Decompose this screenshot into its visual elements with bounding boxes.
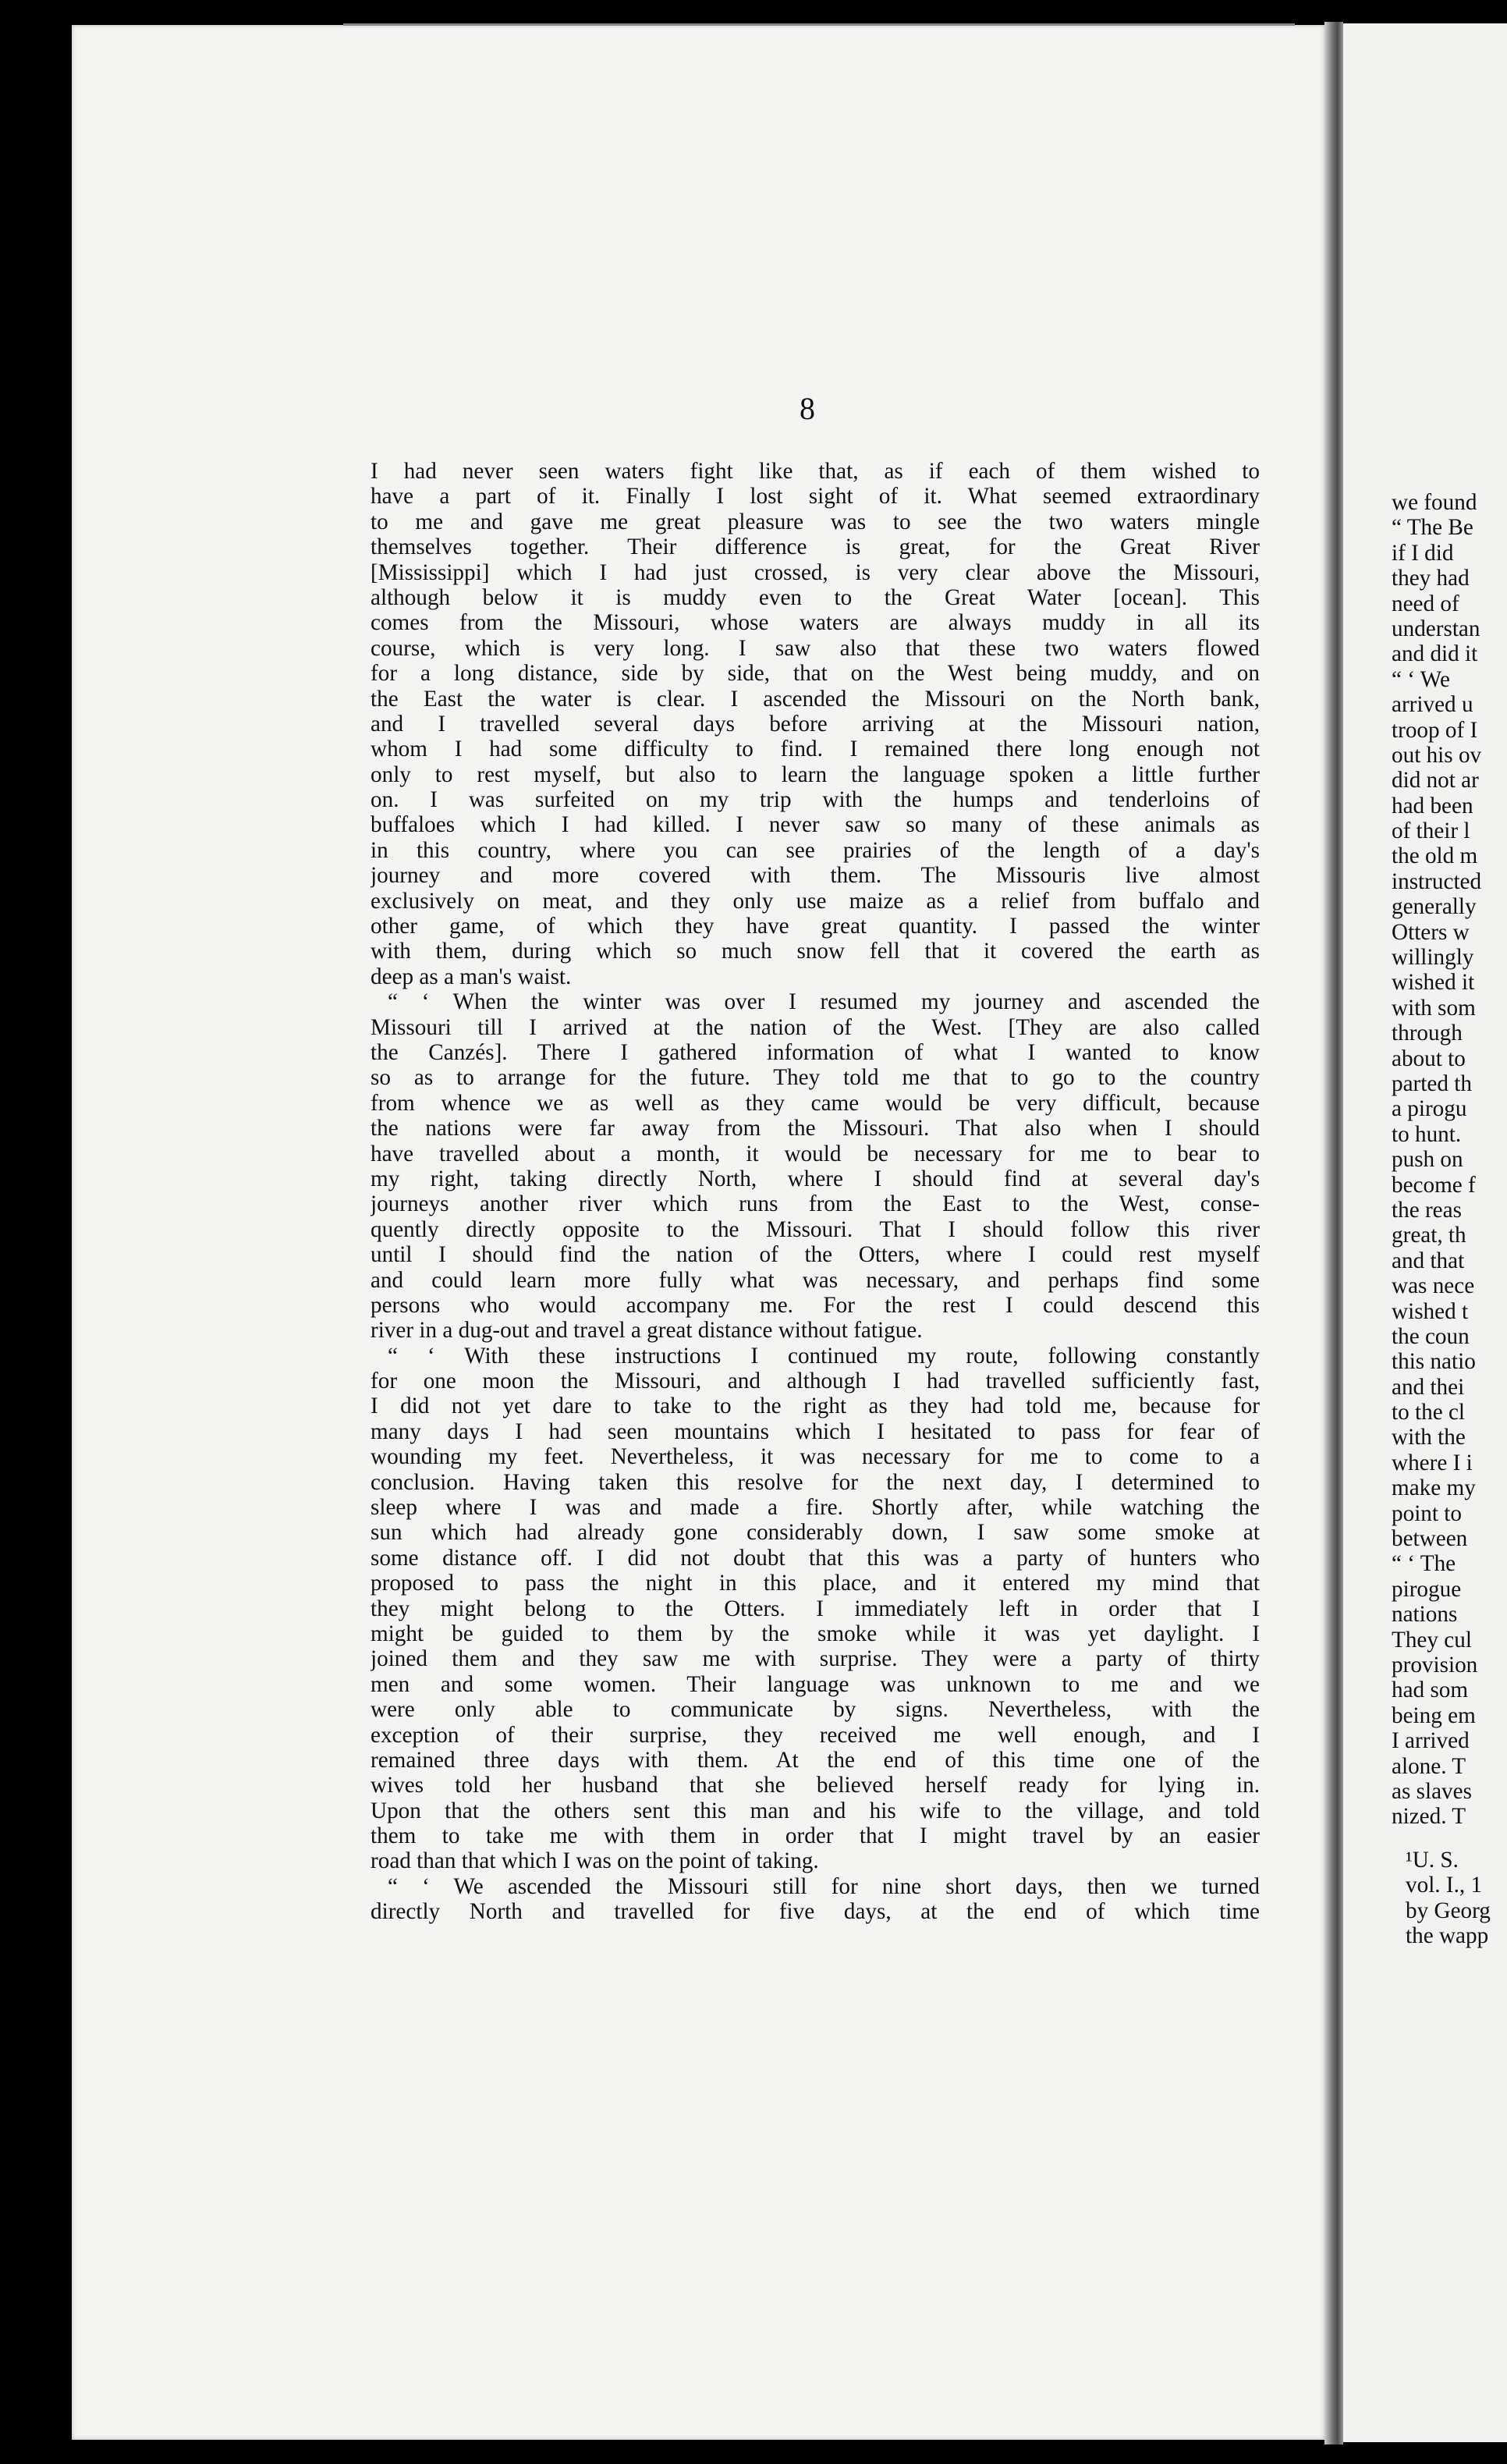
text-line: out his ov xyxy=(1392,742,1482,768)
text-line: being em xyxy=(1392,1702,1476,1728)
text-line: have a part of it. Finally I lost sight of it. What seemed extraordinary xyxy=(371,484,1260,509)
text-line: and did it xyxy=(1392,641,1478,667)
text-line: where I i xyxy=(1392,1450,1473,1475)
text-line: in this country, where you can see prairies of the length of a day's xyxy=(371,837,1260,863)
text-line: journey and more covered with them. The Missouris live almost xyxy=(371,863,1260,889)
text-line: generally xyxy=(1392,894,1477,920)
text-line: this natio xyxy=(1392,1349,1476,1375)
text-line: wives told her husband that she believed herself ready for lying in. xyxy=(371,1773,1260,1798)
text-line: instructed xyxy=(1392,868,1482,894)
footnote-line: vol. I., 1 xyxy=(1406,1873,1483,1898)
text-line: the old m xyxy=(1392,843,1478,869)
text-line: “ ‘ When the winter was over I resumed my journey and ascended the xyxy=(388,989,1260,1015)
text-line: if I did xyxy=(1392,540,1454,566)
text-line: have travelled about a month, it would be necessary for me to bear to xyxy=(371,1141,1260,1166)
text-line: exclusively on meat, and they only use maize as a relief from buffalo and xyxy=(371,888,1260,914)
text-line: on. I was surfeited on my trip with the humps and tenderloins of xyxy=(371,787,1260,813)
text-line: “ ‘ We ascended the Missouri still for nine short days, then we turned xyxy=(388,1873,1260,1899)
text-line: “ ‘ The xyxy=(1392,1551,1456,1577)
text-line: through xyxy=(1392,1021,1463,1046)
text-line: whom I had some difficulty to find. I remained there long enough not xyxy=(371,737,1260,762)
text-line: and that xyxy=(1392,1248,1465,1273)
text-line: point to xyxy=(1392,1500,1462,1526)
text-line: nized. T xyxy=(1392,1804,1466,1830)
text-line: as slaves xyxy=(1392,1778,1472,1804)
text-line: conclusion. Having taken this resolve for the next day, I determined to xyxy=(371,1469,1260,1495)
text-line: other game, of which they have great quantity. I passed the winter xyxy=(371,914,1260,939)
text-line: wished t xyxy=(1392,1298,1469,1324)
text-line: course, which is very long. I saw also that these two waters flowed xyxy=(371,635,1260,661)
text-line: of their l xyxy=(1392,818,1470,844)
text-line: many days I had seen mountains which I hesitated to pass for fear of xyxy=(371,1418,1260,1444)
text-line: with them, during which so much snow fell that it covered the earth as xyxy=(371,939,1260,964)
text-line: I did not yet dare to take to the right as they had told me, because for xyxy=(371,1394,1260,1419)
text-line: pirogue xyxy=(1392,1576,1462,1602)
text-line: were only able to communicate by signs. Nevertheless, with the xyxy=(371,1697,1260,1723)
text-line: my right, taking directly North, where I should find at several day's xyxy=(371,1166,1260,1191)
text-line: to me and gave me great pleasure was to see the two waters mingle xyxy=(371,509,1260,534)
text-line: wished it xyxy=(1392,970,1475,996)
body-text xyxy=(371,459,1260,1925)
text-line: and thei xyxy=(1392,1374,1465,1400)
page-number: 8 xyxy=(800,391,815,426)
text-line: persons who would accompany me. For the rest I could descend this xyxy=(371,1292,1260,1318)
text-line: remained three days with them. At the end of this time one of the xyxy=(371,1747,1260,1773)
text-line: only to rest myself, but also to learn the language spoken a little further xyxy=(371,762,1260,787)
text-line: from whence we as well as they came would be very difficult, because xyxy=(371,1090,1260,1116)
right-page-footnote xyxy=(1406,1848,1507,1949)
text-line: had been xyxy=(1392,793,1473,818)
text-line: with the xyxy=(1392,1425,1466,1450)
text-line: great, th xyxy=(1392,1223,1466,1248)
text-line: nations xyxy=(1392,1602,1458,1628)
text-line: for one moon the Missouri, and although I had travelled sufficiently fast, xyxy=(371,1369,1260,1394)
text-line: although below it is muddy even to the Great Water [ocean]. This xyxy=(371,584,1260,610)
text-line: comes from the Missouri, whose waters are always muddy in all its xyxy=(371,610,1260,636)
text-line: I arrived xyxy=(1392,1728,1470,1754)
footnote-line: the wapp xyxy=(1406,1923,1489,1949)
text-line: become f xyxy=(1392,1172,1476,1198)
text-line: and could learn more fully what was necessary, and perhaps find some xyxy=(371,1267,1260,1293)
text-line: for a long distance, side by side, that on the West being muddy, and on xyxy=(371,661,1260,687)
text-line: “ The Be xyxy=(1392,515,1473,541)
text-line: to hunt. xyxy=(1392,1121,1462,1147)
text-line: “ ‘ We xyxy=(1392,666,1450,692)
text-line: deep as a man's waist. xyxy=(371,964,572,989)
text-line: and I travelled several days before arriving at the Missouri nation, xyxy=(371,711,1260,737)
text-line: they might belong to the Otters. I immediately left in order that I xyxy=(371,1596,1260,1621)
text-line: might be guided to them by the smoke while it was yet daylight. I xyxy=(371,1621,1260,1646)
text-line: with som xyxy=(1392,995,1476,1021)
text-line: buffaloes which I had killed. I never saw so many of these animals as xyxy=(371,812,1260,838)
text-line: did not ar xyxy=(1392,768,1479,794)
text-line: proposed to pass the night in this place, and it entered my mind that xyxy=(371,1571,1260,1596)
text-line: we found xyxy=(1392,490,1477,515)
text-line: the East the water is clear. I ascended the Missouri on the North bank, xyxy=(371,686,1260,712)
text-line: journeys another river which runs from the East to the West, conse- xyxy=(371,1191,1260,1217)
text-line: They cul xyxy=(1392,1627,1472,1653)
text-line: sun which had already gone considerably down, I saw some smoke at xyxy=(371,1520,1260,1546)
text-line: to the cl xyxy=(1392,1400,1466,1425)
text-line: willingly xyxy=(1392,945,1474,971)
text-line: understan xyxy=(1392,616,1480,641)
text-line: between xyxy=(1392,1526,1468,1552)
text-line: I had never seen waters fight like that, as if each of them wished to xyxy=(371,459,1260,484)
text-line: until I should find the nation of the Otters, where I could rest myself xyxy=(371,1242,1260,1268)
text-line: they had xyxy=(1392,566,1470,591)
text-line: [Mississippi] which I had just crossed, is very clear above the Missouri, xyxy=(371,559,1260,585)
text-line: about to xyxy=(1392,1046,1466,1071)
text-line: sleep where I was and made a fire. Shortly after, while watching the xyxy=(371,1495,1260,1521)
text-line: the reas xyxy=(1392,1197,1462,1223)
text-line: provision xyxy=(1392,1652,1478,1678)
text-line: exception of their surprise, they received me well enough, and I xyxy=(371,1722,1260,1748)
text-line: push on xyxy=(1392,1147,1463,1173)
text-line: some distance off. I did not doubt that this was a party of hunters who xyxy=(371,1545,1260,1571)
text-line: was nece xyxy=(1392,1273,1475,1299)
text-line: quently directly opposite to the Missouri. That I should follow this river xyxy=(371,1216,1260,1242)
text-line: men and some women. Their language was unknown to me and we xyxy=(371,1671,1260,1697)
footnote-line: ¹U. S. xyxy=(1406,1848,1459,1873)
text-line: themselves together. Their difference is great, for the Great River xyxy=(371,534,1260,560)
text-line: wounding my feet. Nevertheless, it was necessary for me to come to a xyxy=(371,1444,1260,1470)
text-line: river in a dug-out and travel a great distance without fatigue. xyxy=(371,1318,923,1344)
text-line: troop of I xyxy=(1392,717,1478,743)
text-line: Upon that the others sent this man and his wife to the village, and told xyxy=(371,1798,1260,1823)
text-line: so as to arrange for the future. They told me that to go to the country xyxy=(371,1065,1260,1091)
top-rule xyxy=(343,23,1295,26)
text-line: road than that which I was on the point of taking. xyxy=(371,1848,819,1874)
right-page xyxy=(1343,23,1507,2442)
text-line: “ ‘ With these instructions I continued my route, following constantly xyxy=(388,1343,1260,1369)
text-line: make my xyxy=(1392,1475,1476,1501)
text-line: arrived u xyxy=(1392,692,1473,718)
footnote-line: by Georg xyxy=(1406,1898,1491,1923)
text-line: a pirogu xyxy=(1392,1096,1467,1122)
right-page-text xyxy=(1392,490,1507,1830)
text-line: parted th xyxy=(1392,1070,1472,1096)
text-line: had som xyxy=(1392,1678,1469,1703)
text-line: Otters w xyxy=(1392,919,1470,945)
text-line: them to take me with them in order that I might travel by an easier xyxy=(371,1823,1260,1849)
text-line: the coun xyxy=(1392,1323,1470,1349)
text-line: need of xyxy=(1392,591,1459,616)
text-line: joined them and they saw me with surprise. They were a party of thirty xyxy=(371,1646,1260,1672)
text-line: alone. T xyxy=(1392,1753,1466,1779)
text-line: the nations were far away from the Missouri. That also when I should xyxy=(371,1116,1260,1141)
text-line: the Canzés]. There I gathered information of what I wanted to know xyxy=(371,1039,1260,1065)
book-gutter xyxy=(1324,22,1343,2444)
text-line: directly North and travelled for five days, at the end of which time xyxy=(371,1899,1260,1925)
text-line: Missouri till I arrived at the nation of the West. [They are also called xyxy=(371,1014,1260,1040)
